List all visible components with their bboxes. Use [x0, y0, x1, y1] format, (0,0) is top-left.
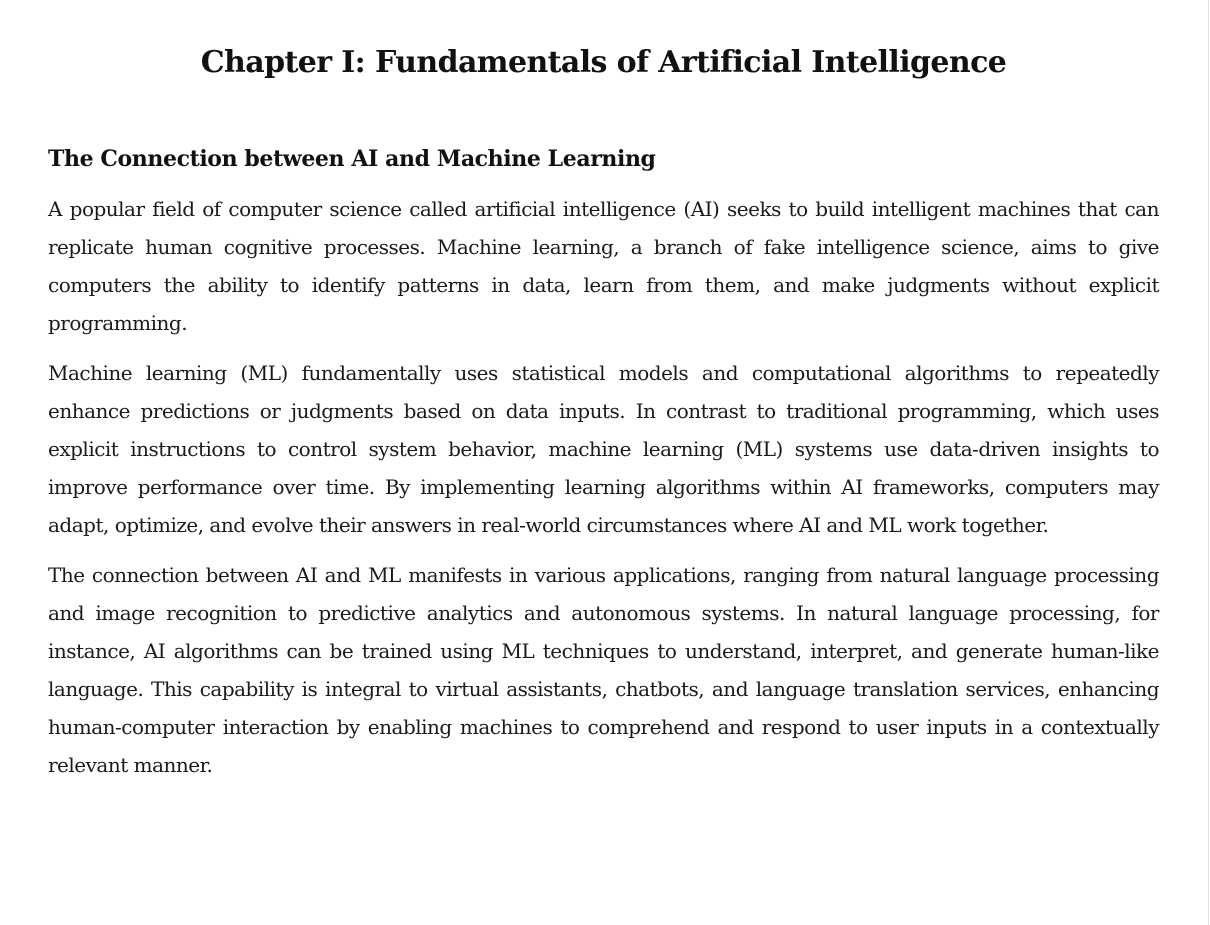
paragraph-1: A popular field of computer science called artificial intelligence (AI) seeks to build intelligent machines that can replicate human cognitive processes. Machine learning, a branch of fake intelligence science, aims to give computers the ability to identify patterns in data, learn from them, and make judgments without explicit programming. [48, 197, 1159, 335]
paragraph-2: Machine learning (ML) fundamentally uses statistical models and computational algorithms to repeatedly enhance predictions or judgments based on data inputs. In contrast to traditional programming, which uses explicit instructions to control system behavior, machine learning (ML) systems use data-driven insights to improve performance over time. By implementing learning algorithms within AI frameworks, computers may adapt, optimize, and evolve their answers in real-world circumstances where AI and ML work together. [48, 361, 1159, 537]
chapter-title: Chapter I: Fundamentals of Artificial Intelligence [200, 45, 1007, 80]
section-title: The Connection between AI and Machine Learning [48, 146, 656, 172]
section-content [48, 140, 1159, 796]
paragraph-3: The connection between AI and ML manifests in various applications, ranging from natural language processing and image recognition to predictive analytics and autonomous systems. In natural language processing, for instance, AI algorithms can be trained using ML techniques to understand, interpret, and generate human-like language. This capability is integral to virtual assistants, chatbots, and language translation services, enhancing human-computer interaction by enabling machines to comprehend and respond to user inputs in a contextually relevant manner. [48, 563, 1159, 777]
